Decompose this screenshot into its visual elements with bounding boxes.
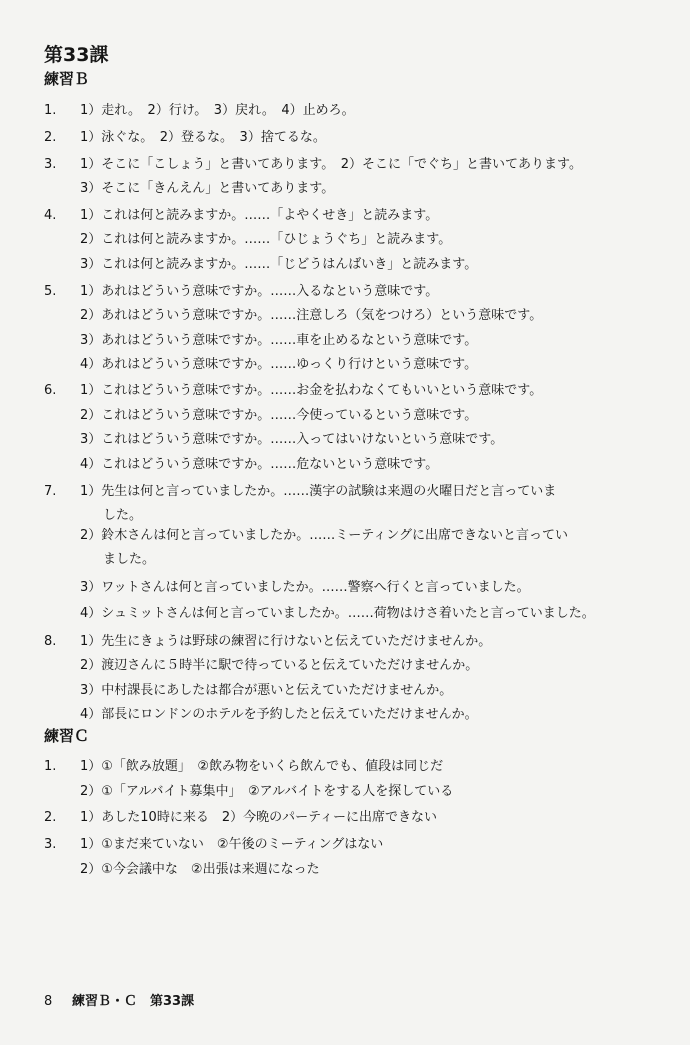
sub-item-label: 2）	[80, 862, 102, 877]
sub-item-label: 1）	[80, 484, 102, 499]
practice_c-item-3-line-2	[44, 862, 678, 878]
practice_c-item-1-line-2	[44, 784, 678, 800]
practice_b-item-7-line-6	[44, 606, 678, 622]
sub-item-label: 4）	[80, 606, 102, 621]
practice_b-item-8-line-4	[44, 707, 678, 723]
exercise-text: 泳ぐな。 2）登るな。 3）捨てるな。	[101, 130, 326, 145]
exercise-text: これは何と読みますか。……「じどうはんばいき」と読みます。	[101, 257, 478, 272]
exercise-text: 先生にきょうは野球の練習に行けないと伝えていただけませんか。	[101, 634, 492, 649]
exercise-text: これは何と読みますか。……「よやくせき」と読みます。	[101, 208, 439, 223]
lesson-title: 第33課	[44, 44, 109, 66]
exercise-text: 渡辺さんに５時半に駅で待っていると伝えていただけませんか。	[101, 658, 479, 673]
practice_b-item-3-line-1	[44, 157, 678, 173]
sub-item-label: 1）	[80, 208, 102, 223]
sub-item-label: 1）	[80, 383, 102, 398]
exercise-text: 部長にロンドンのホテルを予約したと伝えていただけませんか。	[101, 707, 478, 722]
exercise-text: あした10時に来る 2）今晩のパーティーに出席できない	[101, 810, 438, 825]
practice_b-item-7-line-4	[44, 552, 678, 568]
practice_b-item-7-line-1	[44, 484, 678, 500]
sub-item-label: 2）	[80, 408, 102, 423]
practice_b-item-5-line-4	[44, 357, 678, 373]
exercise-text: ワットさんは何と言っていましたか。……警察へ行くと言っていました。	[101, 580, 530, 595]
practice_c-item-2-line-1	[44, 810, 678, 826]
exercise-number: 1.	[44, 103, 57, 118]
practice_b-item-5-line-3	[44, 333, 678, 349]
practice_b-item-6-line-2	[44, 408, 678, 424]
page-footer	[44, 994, 194, 1010]
exercise-number: 2.	[44, 810, 57, 825]
exercise-text: ①まだ来ていない ②午後のミーティングはない	[101, 837, 384, 852]
exercise-text: ①「アルバイト募集中」 ②アルバイトをする人を探している	[101, 784, 454, 799]
footer-label: 練習Ｂ・Ｃ 第33課	[72, 994, 195, 1009]
sub-item-label: 1）	[80, 284, 102, 299]
exercise-text: 鈴木さんは何と言っていましたか。……ミーティングに出席できないと言ってい	[101, 528, 568, 543]
page-number: 8	[44, 994, 53, 1009]
sub-item-label: 3）	[80, 181, 102, 196]
sub-item-label: 3）	[80, 432, 102, 447]
practice_b-item-4-line-3	[44, 257, 678, 273]
exercise-text: これはどういう意味ですか。……危ないという意味です。	[101, 457, 439, 472]
exercise-text: ました。	[103, 552, 156, 567]
sub-item-label: 1）	[80, 759, 102, 774]
exercise-text: 走れ。 2）行け。 3）戻れ。 4）止めろ。	[101, 103, 355, 118]
exercise-text: これはどういう意味ですか。……入ってはいけないという意味です。	[101, 432, 504, 447]
practice_b-item-8-line-3	[44, 683, 678, 699]
practice_c-item-3-line-1	[44, 837, 678, 853]
exercise-number: 1.	[44, 759, 57, 774]
practice_b-item-2-line-1	[44, 130, 678, 146]
practice_b-item-7-line-5	[44, 580, 678, 596]
sub-item-label: 2）	[80, 528, 102, 543]
sub-item-label: 1）	[80, 810, 102, 825]
exercise-text: これはどういう意味ですか。……お金を払わなくてもいいという意味です。	[101, 383, 543, 398]
sub-item-label: 3）	[80, 257, 102, 272]
sub-item-label: 1）	[80, 103, 102, 118]
practice_b-item-6-line-3	[44, 432, 678, 448]
exercise-text: これは何と読みますか。……「ひじょうぐち」と読みます。	[101, 232, 452, 247]
sub-item-label: 4）	[80, 357, 102, 372]
exercise-number: 7.	[44, 484, 57, 499]
practice_c-item-1-line-1	[44, 759, 678, 775]
exercise-number: 8.	[44, 634, 57, 649]
practice_b-item-8-line-1	[44, 634, 678, 650]
exercise-number: 6.	[44, 383, 57, 398]
sub-item-label: 1）	[80, 130, 102, 145]
practice_b-item-1-line-1	[44, 103, 678, 119]
practice_b-item-6-line-1	[44, 383, 678, 399]
exercise-number: 4.	[44, 208, 57, 223]
sub-item-label: 2）	[80, 308, 102, 323]
sub-item-label: 3）	[80, 333, 102, 348]
sub-item-label: 2）	[80, 232, 102, 247]
exercise-text: そこに「きんえん」と書いてあります。	[101, 181, 335, 196]
exercise-text: シュミットさんは何と言っていましたか。……荷物はけさ着いたと言っていました。	[101, 606, 595, 621]
exercise-text: ①「飲み放題」 ②飲み物をいくら飲んでも、値段は同じだ	[101, 759, 444, 774]
sub-item-label: 1）	[80, 634, 102, 649]
sub-item-label: 1）	[80, 837, 102, 852]
exercise-text: 中村課長にあしたは都合が悪いと伝えていただけませんか。	[101, 683, 453, 698]
sub-item-label: 4）	[80, 457, 102, 472]
section-title-practice-c: 練習Ｃ	[44, 727, 90, 745]
sub-item-label: 1）	[80, 157, 102, 172]
exercise-number: 3.	[44, 157, 57, 172]
exercise-text: 先生は何と言っていましたか。……漢字の試験は来週の火曜日だと言っていま	[101, 484, 557, 499]
exercise-text: あれはどういう意味ですか。……注意しろ（気をつけろ）という意味です。	[101, 308, 543, 323]
practice_b-item-8-line-2	[44, 658, 678, 674]
practice_b-item-6-line-4	[44, 457, 678, 473]
exercise-text: した。	[103, 508, 143, 523]
sub-item-label: 2）	[80, 658, 102, 673]
exercise-number: 3.	[44, 837, 57, 852]
practice_b-item-5-line-1	[44, 284, 678, 300]
exercise-text: これはどういう意味ですか。……今使っているという意味です。	[101, 408, 478, 423]
exercise-number: 2.	[44, 130, 57, 145]
sub-item-label: 3）	[80, 683, 102, 698]
practice_b-item-5-line-2	[44, 308, 678, 324]
practice_b-item-3-line-2	[44, 181, 678, 197]
practice_b-item-4-line-2	[44, 232, 678, 248]
section-title-practice-b: 練習Ｂ	[44, 70, 90, 88]
exercise-text: あれはどういう意味ですか。……車を止めるなという意味です。	[101, 333, 478, 348]
practice_b-item-7-line-2	[44, 508, 678, 524]
exercise-number: 5.	[44, 284, 57, 299]
sub-item-label: 3）	[80, 580, 102, 595]
exercise-text: そこに「こしょう」と書いてあります。 2）そこに「でぐち」と書いてあります。	[101, 157, 582, 172]
bleed-through-text	[650, 44, 690, 58]
practice_b-item-7-line-3	[44, 528, 678, 544]
exercise-text: あれはどういう意味ですか。……入るなという意味です。	[101, 284, 439, 299]
exercise-text: あれはどういう意味ですか。……ゆっくり行けという意味です。	[101, 357, 478, 372]
sub-item-label: 2）	[80, 784, 102, 799]
exercise-text: ①今会議中な ②出張は来週になった	[101, 862, 320, 877]
practice_b-item-4-line-1	[44, 208, 678, 224]
sub-item-label: 4）	[80, 707, 102, 722]
